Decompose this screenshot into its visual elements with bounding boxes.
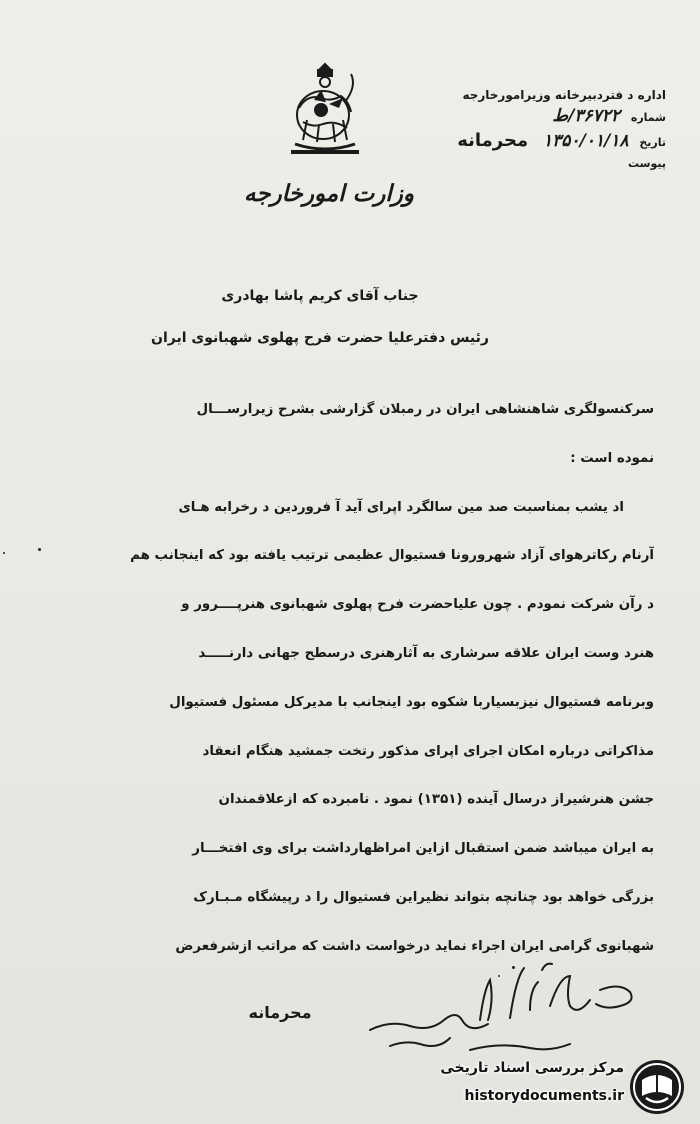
- body-line: شهبانوی گرامی ایران اجراء نماید درخواست داشت که مراتب ازشرفعرض: [175, 938, 654, 954]
- attachment-label: پیوست: [628, 157, 666, 170]
- letter-number: ۳۶۷۲۲/ط: [552, 106, 620, 126]
- attachment-row: [416, 155, 666, 171]
- document-header: [416, 88, 666, 171]
- office-name: اداره د فتردبیرخانه وزیرامورخارجه: [462, 88, 666, 102]
- body-line: بزرگی خواهد بود چنانچه بتواند نظیراین فستیوال را د رپیشگاه مـبـارک: [193, 889, 654, 905]
- letter-date: ۱۳۵۰/۰۱/۱۸: [543, 131, 629, 151]
- body-line: جشن هنرشیراز درسال آینده (۱۳۵۱) نمود . نامبرده که ازعلاقمندان: [218, 792, 654, 808]
- lion-and-sun-emblem-icon: [285, 60, 365, 160]
- ministry-title: وزارت امورخارجه: [244, 180, 414, 207]
- body-line: سرکنسولگری شاهنشاهی ایران در رمبلان گزارشی بشرح زیرارســـال: [196, 402, 654, 417]
- confidential-stamp-top: محرمانه: [457, 130, 529, 151]
- body-line: هنرد وست ایران علاقه سرشاری به آثارهنری درسطح جهانی دارنـــــد: [198, 645, 654, 661]
- addressee-title: رئیس دفترعلیا حضرت فرح پهلوی شهبانوی ایران: [151, 330, 489, 346]
- scan-speck: [498, 975, 500, 977]
- body-line: اد یشب بمناسبت صد مین سالگرد اپرای آید آ فروردین د رخرابه هـای: [178, 499, 624, 515]
- archive-logo-icon: [628, 1058, 686, 1116]
- body-line: آرنام رکاترهوای آزاد شهرورونا فستیوال عظیمی ترتیب یافته بود که اینجانب هم: [130, 548, 654, 564]
- letter-body: [44, 400, 654, 986]
- body-line: به ایران میباشد ضمن استقبال ازاین امراظهارداشت برای وی افتخـــار: [192, 841, 654, 857]
- addressee-block: [60, 275, 580, 359]
- scan-speck: [512, 966, 515, 969]
- archive-watermark: [420, 1052, 700, 1124]
- date-label: تاریخ: [639, 136, 666, 149]
- confidential-stamp-bottom: محرمانه: [248, 1003, 312, 1022]
- body-line: د رآن شرکت نمودم . چون علیاحضرت فرح پهلوی شهبانوی هنرپــــرور و: [181, 597, 654, 613]
- date-row: [416, 130, 666, 151]
- scan-speck: [38, 548, 41, 551]
- body-line: مذاکراتی درباره امکان اجرای اپرای مذکور رتخت جمشید هنگام انعقاد: [202, 743, 654, 759]
- number-label: شماره: [630, 111, 666, 124]
- body-line: نموده است :: [570, 450, 654, 466]
- scan-speck: [3, 552, 5, 554]
- watermark-title: مرکز بررسی اسناد تاریخی: [440, 1060, 624, 1076]
- number-row: [416, 106, 666, 126]
- addressee-name: جناب آقای کریم پاشا بهادری: [221, 288, 419, 304]
- watermark-url: historydocuments.ir: [464, 1088, 624, 1104]
- body-line: وبرنامه فستیوال نیزبسیاربا شکوه بود اینجانب با مدیرکل مسئول فستیوال: [169, 694, 654, 710]
